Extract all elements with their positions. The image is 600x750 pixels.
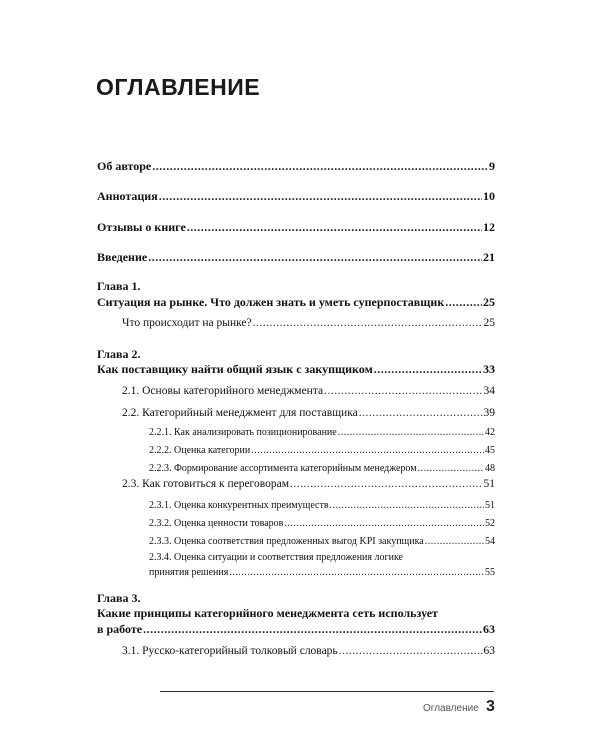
dot-leader (425, 535, 484, 549)
toc-entry-title: 2.2. Категорийный менеджмент для поставщика (122, 407, 358, 419)
toc-page-number: 10 (483, 189, 495, 203)
dot-leader (374, 362, 482, 376)
footer-rule (160, 691, 494, 692)
dot-leader (187, 220, 482, 234)
toc-entry-title: Отзывы о книге (97, 220, 186, 234)
toc-entry-title: в работе (97, 622, 143, 636)
toc-entry-title: 2.2.2. Оценка категории (149, 445, 251, 456)
toc-entry-2-3-1[interactable] (149, 499, 495, 513)
toc-entry-reviews[interactable] (97, 220, 495, 234)
toc-entry-2-2-3[interactable] (149, 462, 495, 476)
dot-leader (229, 566, 484, 580)
toc-page-number: 48 (485, 463, 495, 474)
dot-leader (330, 499, 484, 513)
toc-entry-title: 2.3.1. Оценка конкурентных преимуществ (149, 500, 329, 511)
footer-section-label: Оглавление (423, 703, 479, 714)
toc-entry-2-3-4[interactable] (149, 566, 495, 580)
toc-page-number: 39 (483, 407, 495, 419)
dot-leader (445, 295, 482, 309)
toc-entry-title: 2.3. Как готовиться к переговорам (122, 478, 289, 490)
toc-entry-title: 2.3.2. Оценка ценности товаров (149, 518, 284, 529)
toc-entry-title: принятия решения (149, 567, 229, 578)
toc-entry-2-2-2[interactable] (149, 444, 495, 458)
toc-entry-intro[interactable] (97, 250, 495, 264)
toc-entry-title: Как поставщику найти общий язык с закупщиком (97, 362, 373, 376)
toc-entry-title: 2.3.3. Оценка соответствия предложенных выгод KPI закупщика (149, 536, 424, 547)
chapter-3-label: Глава 3. (97, 591, 141, 605)
toc-page-number: 34 (483, 385, 495, 397)
toc-entry-title: 2.2.1. Как анализировать позиционирование (149, 427, 337, 438)
toc-entry-2-3[interactable] (122, 477, 495, 491)
toc-page-number: 51 (485, 500, 495, 511)
toc-page-number: 52 (485, 518, 495, 529)
toc-page-number: 45 (485, 445, 495, 456)
toc-page-number: 42 (485, 427, 495, 438)
dot-leader (418, 462, 484, 476)
dot-leader (152, 159, 488, 173)
toc-entry-2-2-1[interactable] (149, 426, 495, 440)
toc-entry-title: 2.1. Основы категорийного менеджмента (122, 385, 324, 397)
toc-page-number: 9 (489, 159, 495, 173)
toc-entry-2-3-3[interactable] (149, 535, 495, 549)
toc-page-number: 33 (483, 362, 495, 376)
dot-leader (253, 316, 483, 330)
toc-page-number: 63 (483, 645, 495, 657)
toc-page-number: 51 (483, 478, 495, 490)
dot-leader (159, 189, 482, 203)
dot-leader (359, 406, 483, 420)
toc-entry-chapter-2[interactable] (97, 362, 495, 376)
dot-leader (338, 426, 484, 440)
toc-entry-chapter-1[interactable] (97, 295, 495, 309)
dot-leader (148, 250, 482, 264)
toc-entry-chapter-3[interactable] (97, 622, 495, 636)
toc-entry-3-1[interactable] (122, 644, 495, 658)
page-title: ОГЛАВЛЕНИЕ (96, 74, 261, 100)
dot-leader (339, 644, 483, 658)
toc-entry-title: 3.1. Русско-категорийный толковый словарь (122, 645, 338, 657)
toc-entry-2-2[interactable] (122, 406, 495, 420)
dot-leader (251, 444, 484, 458)
dot-leader (290, 477, 483, 491)
dot-leader (324, 384, 482, 398)
toc-entry-2-3-2[interactable] (149, 517, 495, 531)
toc-entry-title: Что происходит на рынке? (122, 317, 252, 329)
toc-page-number: 25 (483, 295, 495, 309)
toc-entry-1-1[interactable] (122, 316, 495, 330)
toc-page-number: 54 (485, 536, 495, 547)
toc-page-number: 25 (483, 317, 495, 329)
chapter-2-label: Глава 2. (97, 347, 141, 361)
toc-entry-title: Введение (97, 250, 148, 264)
toc-entry-title: 2.2.3. Формирование ассортимента категорийным менеджером (149, 463, 417, 474)
chapter-1-label: Глава 1. (97, 279, 141, 293)
toc-entry-2-1[interactable] (122, 384, 495, 398)
dot-leader (143, 622, 482, 636)
toc-page-number: 21 (483, 250, 495, 264)
footer-page-number: 3 (486, 698, 495, 715)
toc-entry-title: Об авторе (97, 159, 152, 173)
toc-page-number: 63 (483, 622, 495, 636)
toc-entry-2-3-4-line1: 2.3.4. Оценка ситуации и соответствия предложения логике (149, 552, 403, 563)
toc-entry-annotation[interactable] (97, 189, 495, 203)
dot-leader (284, 517, 484, 531)
toc-entry-title: Ситуация на рынке. Что должен знать и уметь суперпоставщик (97, 295, 445, 309)
chapter-3-title-line1: Какие принципы категорийного менеджмента сеть использует (97, 606, 438, 620)
toc-entry-title: Аннотация (97, 189, 158, 203)
toc-entry-about-author[interactable] (97, 159, 495, 173)
toc-page-number: 55 (485, 567, 495, 578)
toc-page-number: 12 (483, 220, 495, 234)
